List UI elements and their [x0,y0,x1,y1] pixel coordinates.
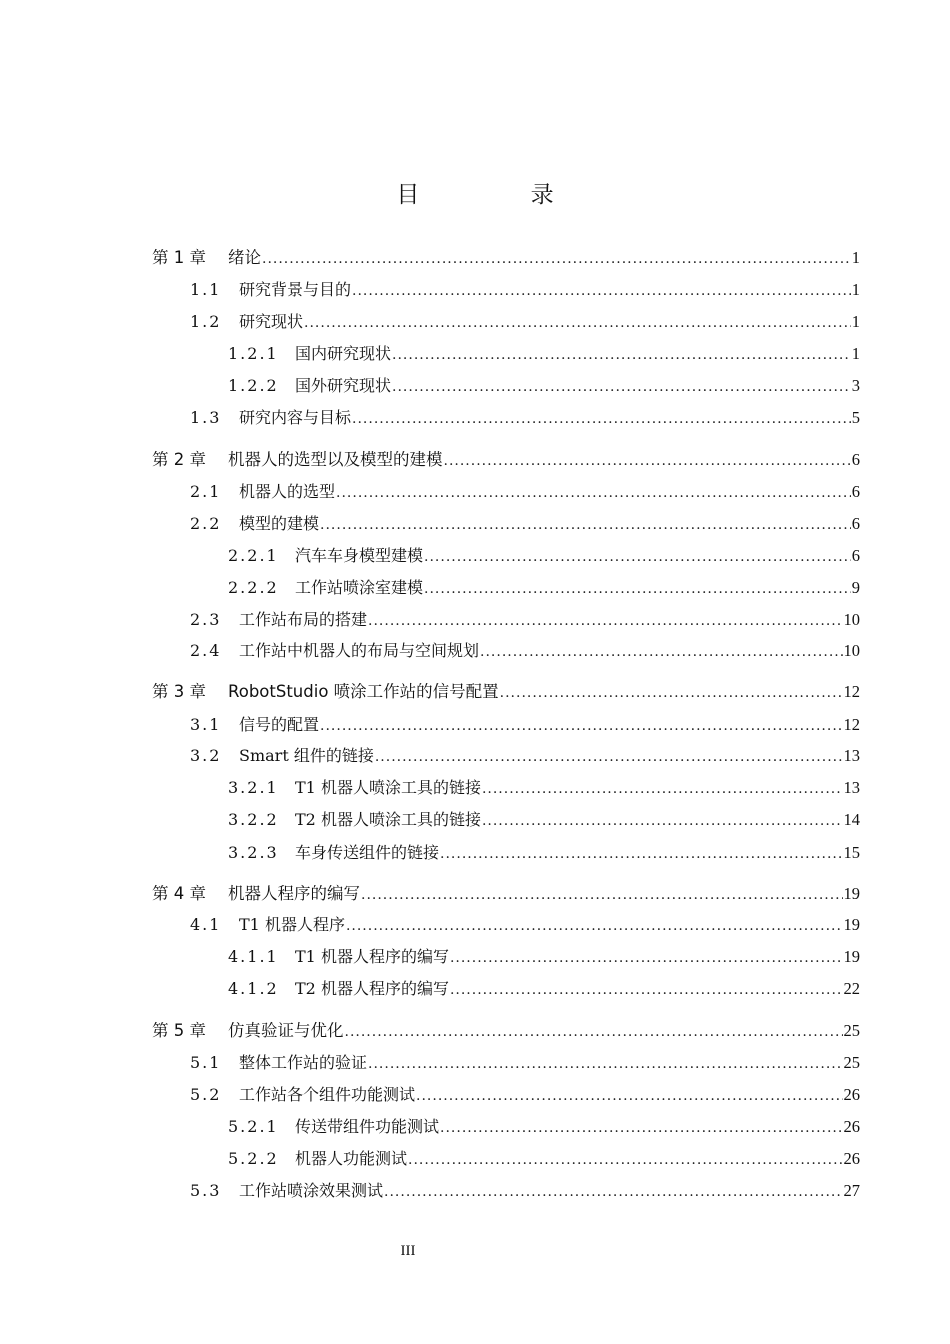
toc-entry-number: 3.2.3 [228,843,279,862]
dot-leader [361,881,843,909]
toc-entry-page: 10 [843,610,860,629]
dot-leader [352,277,851,305]
toc-entry-number: 第 5 章 [152,1021,206,1040]
toc-entry-label: 研究现状 [239,312,304,331]
toc-entry-label: 汽车车身模型建模 [295,546,424,565]
toc-section-entry[interactable] [152,510,860,538]
toc-entry-number: 2.1 [190,482,222,501]
toc-entry-label: 工作站中机器人的布局与空间规划 [239,641,480,660]
toc-entry-page: 12 [843,715,860,734]
toc-chapter-entry[interactable] [152,244,860,272]
toc-entry-page: 6 [851,482,860,501]
toc-entry-label: RobotStudio 喷涂工作站的信号配置 [228,682,499,701]
dot-leader [384,1178,842,1206]
toc-entry-page: 26 [843,1149,860,1168]
toc-chapter-entry[interactable] [152,678,860,706]
toc-entry-label: 工作站喷涂室建模 [295,578,424,597]
toc-entry-page: 22 [843,979,860,998]
toc-entry-number: 1.2 [190,312,222,331]
toc-subsection-entry[interactable] [152,839,860,867]
toc-entry-label: 模型的建模 [239,514,320,533]
toc-entry-page: 1 [851,248,860,267]
toc-entry-page: 6 [851,450,860,469]
toc-entry-number: 2.2.1 [228,546,279,565]
dot-leader [482,775,843,803]
toc-chapter-entry[interactable] [152,1017,860,1045]
toc-entry-label: 研究背景与目的 [239,280,352,299]
toc-entry-label: 信号的配置 [239,715,320,734]
toc-entry-number: 第 4 章 [152,884,206,903]
toc-entry-page: 5 [851,408,860,427]
toc-section-entry[interactable] [152,711,860,739]
toc-entry-number: 3.1 [190,715,222,734]
dot-leader [450,976,843,1004]
toc-section-entry[interactable] [152,1049,860,1077]
toc-entry-page: 27 [843,1181,860,1200]
toc-section-entry[interactable] [152,1177,860,1205]
toc-entry-label: T2 机器人程序的编写 [295,979,449,998]
toc-entry-page: 14 [843,810,860,829]
toc-entry-label: 国外研究现状 [295,376,392,395]
toc-entry-label: 机器人的选型以及模型的建模 [228,450,443,469]
toc-entry-page: 19 [843,884,860,903]
dot-leader [320,712,842,740]
page-title: 目 录 [396,182,606,208]
toc-entry-page: 26 [843,1085,860,1104]
dot-leader [450,944,843,972]
toc-entry-number: 1.3 [190,408,222,427]
toc-entry-page: 6 [851,546,860,565]
dot-leader [392,373,851,401]
dot-leader [304,309,851,337]
toc-section-entry[interactable] [152,911,860,939]
toc-subsection-entry[interactable] [152,1145,860,1173]
toc-entry-number: 第 1 章 [152,248,206,267]
dot-leader [392,341,851,369]
toc-entry-number: 5.3 [190,1181,222,1200]
toc-entry-number: 第 3 章 [152,682,206,701]
toc-section-entry[interactable] [152,606,860,634]
toc-entry-page: 9 [851,578,860,597]
toc-entry-page: 25 [843,1021,860,1040]
dot-leader [408,1146,842,1174]
toc-section-entry[interactable] [152,637,860,665]
toc-entry-number: 3.2.2 [228,810,279,829]
toc-entry-label: 机器人功能测试 [295,1149,408,1168]
dot-leader [375,743,843,771]
toc-section-entry[interactable] [152,276,860,304]
toc-entry-label: 车身传送组件的链接 [295,843,440,862]
toc-entry-number: 5.2 [190,1085,222,1104]
toc-entry-label: 整体工作站的验证 [239,1053,368,1072]
toc-entry-page: 15 [843,843,860,862]
toc-subsection-entry[interactable] [152,1113,860,1141]
dot-leader [480,638,842,666]
toc-entry-number: 4.1.2 [228,979,279,998]
dot-leader [424,575,851,603]
toc-section-entry[interactable] [152,404,860,432]
toc-entry-page: 12 [843,682,860,701]
toc-section-entry[interactable] [152,1081,860,1109]
toc-entry-page: 26 [843,1117,860,1136]
toc-section-entry[interactable] [152,478,860,506]
toc-entry-label: 绪论 [228,248,261,267]
toc-entry-number: 5.2.1 [228,1117,279,1136]
toc-entry-number: 1.2.1 [228,344,279,363]
toc-entry-label: 研究内容与目标 [239,408,352,427]
toc-entry-label: T1 机器人程序的编写 [295,947,449,966]
toc-subsection-entry[interactable] [152,340,860,368]
toc-entry-page: 19 [843,915,860,934]
toc-entry-number: 1.2.2 [228,376,279,395]
toc-entry-number: 第 2 章 [152,450,206,469]
toc-entry-page: 19 [843,947,860,966]
dot-leader [424,543,851,571]
toc-section-entry[interactable] [152,308,860,336]
dot-leader [368,607,842,635]
dot-leader [482,807,843,835]
toc-entry-page: 10 [843,641,860,660]
dot-leader [352,405,851,433]
toc-entry-number: 5.1 [190,1053,222,1072]
toc-entry-page: 13 [843,746,860,765]
dot-leader [345,1018,843,1046]
toc-entry-number: 4.1.1 [228,947,279,966]
toc-entry-number: 3.2.1 [228,778,279,797]
dot-leader [500,679,843,707]
toc-entry-number: 2.3 [190,610,222,629]
dot-leader [444,447,851,475]
toc-entry-label: Smart 组件的链接 [239,746,374,765]
dot-leader [440,1114,842,1142]
dot-leader [336,479,851,507]
toc-subsection-entry[interactable] [152,774,860,802]
toc-entry-page: 25 [843,1053,860,1072]
dot-leader [320,511,851,539]
toc-entry-label: 机器人程序的编写 [228,884,360,903]
dot-leader [262,245,851,273]
toc-subsection-entry[interactable] [152,574,860,602]
toc-entry-label: 国内研究现状 [295,344,392,363]
page-number: III [400,1243,416,1259]
toc-entry-number: 2.2.2 [228,578,279,597]
toc-entry-page: 13 [843,778,860,797]
toc-subsection-entry[interactable] [152,806,860,834]
toc-entry-label: 仿真验证与优化 [228,1021,344,1040]
toc-entry-page: 3 [851,376,860,395]
toc-section-entry[interactable] [152,742,860,770]
dot-leader [416,1082,842,1110]
dot-leader [368,1050,842,1078]
toc-entry-page: 6 [851,514,860,533]
toc-subsection-entry[interactable] [152,372,860,400]
toc-entry-page: 1 [851,280,860,299]
toc-subsection-entry[interactable] [152,975,860,1003]
toc-entry-number: 3.2 [190,746,222,765]
toc-entry-number: 1.1 [190,280,222,299]
toc-entry-label: 工作站喷涂效果测试 [239,1181,384,1200]
toc-entry-label: T1 机器人喷涂工具的链接 [295,778,481,797]
toc-entry-label: 工作站布局的搭建 [239,610,368,629]
toc-entry-label: 传送带组件功能测试 [295,1117,440,1136]
toc-entry-label: T2 机器人喷涂工具的链接 [295,810,481,829]
dot-leader [346,912,843,940]
dot-leader [440,840,842,868]
toc-entry-number: 4.1 [190,915,222,934]
toc-subsection-entry[interactable] [152,943,860,971]
toc-entry-label: T1 机器人程序 [239,915,345,934]
toc-entry-number: 2.4 [190,641,222,660]
toc-entry-label: 机器人的选型 [239,482,336,501]
toc-entry-page: 1 [851,344,860,363]
toc-entry-number: 2.2 [190,514,222,533]
toc-entry-label: 工作站各个组件功能测试 [239,1085,416,1104]
toc-entry-number: 5.2.2 [228,1149,279,1168]
toc-subsection-entry[interactable] [152,542,860,570]
toc-entry-page: 1 [851,312,860,331]
toc-chapter-entry[interactable] [152,880,860,908]
toc-chapter-entry[interactable] [152,446,860,474]
